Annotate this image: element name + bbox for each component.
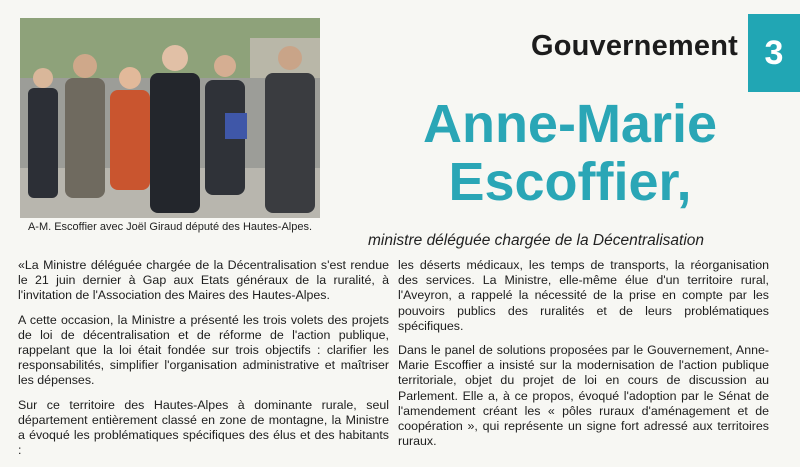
article-subtitle: ministre déléguée chargée de la Décentralisation	[368, 232, 705, 249]
paragraph: «La Ministre déléguée chargée de la Décentralisation s'est rendue le 21 juin dernier à Gap aux Etats généraux de la ruralité, à l'invitation de l'Association des Maires des Hautes-Alpes.	[18, 258, 389, 303]
article-photo	[20, 18, 320, 218]
photo-illustration	[20, 18, 320, 218]
paragraph: Sur ce territoire des Hautes-Alpes à dominante rurale, seul département entièrement classé en zone de montagne, la Ministre a évoqué les problématiques spécifiques des élus et des habitants :	[18, 397, 389, 458]
paragraph: Dans le panel de solutions proposées par le Gouvernement, Anne-Marie Escoffier a insisté sur la modernisation de l'action publique territoriale, objet du projet de loi en cours de discussion au Parlement. Elle a, à ce propos, évoqué l'adoption par le Sénat de l'amendement créant les « pôles ruraux d'aménagement et de coopération », qui représente un signe fort adressé aux territoires ruraux.	[398, 343, 769, 449]
section-number-badge: 3	[748, 14, 800, 92]
title-line-2: Escoffier,	[448, 152, 692, 212]
section-label: Gouvernement	[530, 30, 738, 62]
paragraph: les déserts médicaux, les temps de transports, la réorganisation des services. La Ministre, elle-même élue d'un territoire rural, l'Aveyron, a rappelé la nécessité de la prise en compte par les pouvoirs publics des ruralités et de leurs problématiques spécifiques.	[398, 258, 769, 333]
article-column-left	[18, 258, 389, 467]
photo-caption: A-M. Escoffier avec Joël Giraud député des Hautes-Alpes.	[27, 221, 313, 233]
article-column-right	[398, 258, 769, 458]
title-line-1: Anne-Marie	[422, 94, 718, 154]
article-title	[360, 95, 780, 211]
paragraph: A cette occasion, la Ministre a présenté les trois volets des projets de loi de décentralisation et de réforme de l'action publique, rappelant que la loi était fondée sur trois objectifs : clarifier les responsabilités, simplifier l'organisation administrative et maîtriser les dépenses.	[18, 312, 389, 388]
